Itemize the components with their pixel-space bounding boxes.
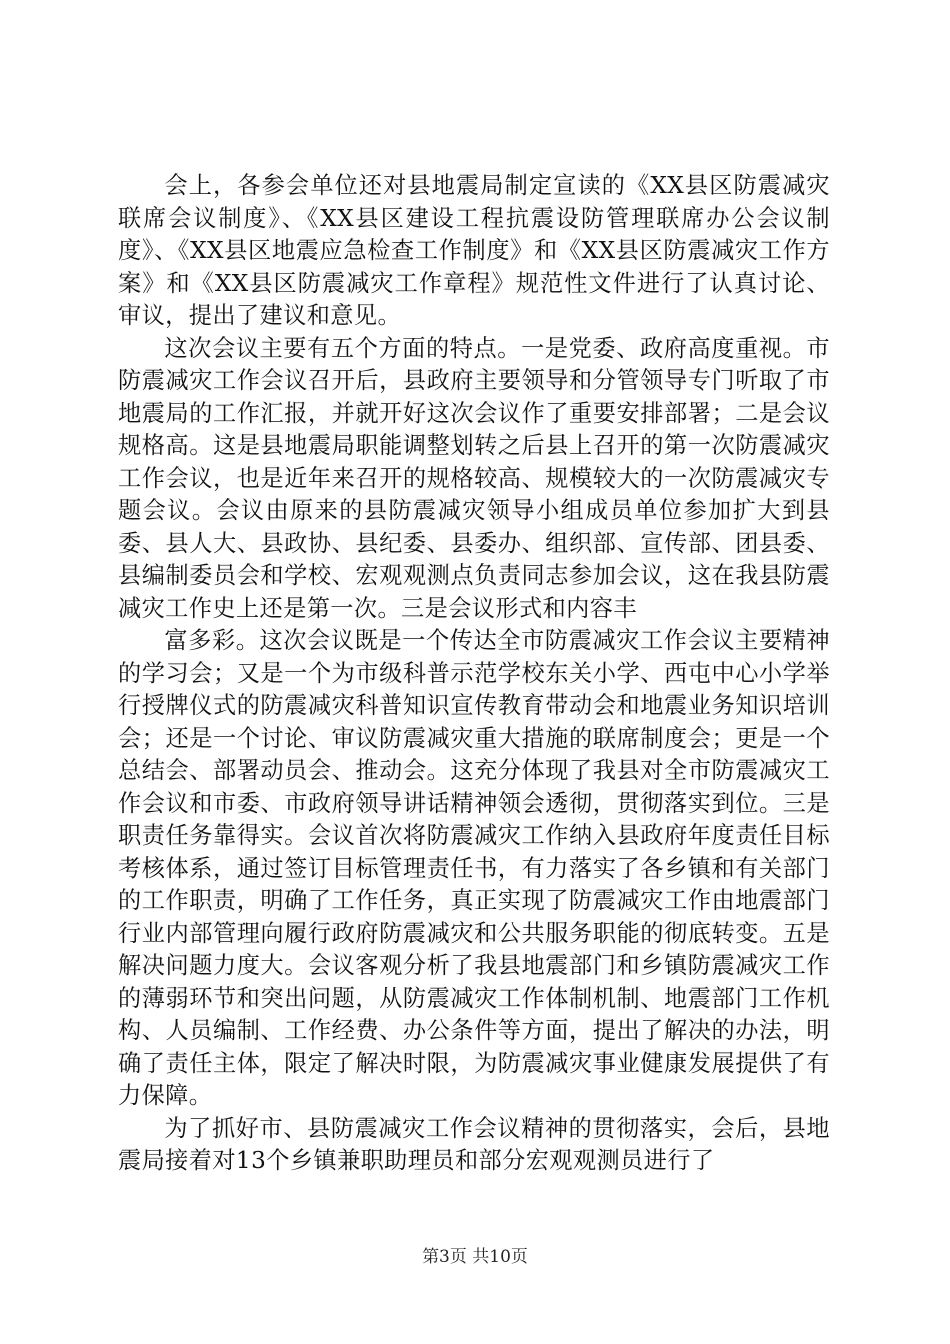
paragraph-1: 会上，各参会单位还对县地震局制定宣读的《XX县区防震减灾联席会议制度》、《XX县区建设工程抗震设防管理联席办公会议制度》、《XX县区地震应急检查工作制度》和《XX县区防震减灾工作方案》和《XX县区防震减灾工作章程》规范性文件进行了认真讨论、审议，提出了建议和意见。 [118,172,830,329]
paragraph-2: 这次会议主要有五个方面的特点。一是党委、政府高度重视。市防震减灾工作会议召开后，县政府主要领导和分管领导专门听取了市地震局的工作汇报，并就开好这次会议作了重要安排部署；二是会议规格高。这是县地震局职能调整划转之后县上召开的第一次防震减灾工作会议，也是近年来召开的规格较高、规模较大的一次防震减灾专题会议。会议由原来的县防震减灾领导小组成员单位参加扩大到县委、县人大、县政协、县纪委、县委办、组织部、宣传部、团县委、县编制委员会和学校、宏观观测点负责同志参加会议，这在我县防震减灾工作史上还是第一次。三是会议形式和内容丰 [118,334,830,622]
paragraph-3: 富多彩。这次会议既是一个传达全市防震减灾工作会议主要精神的学习会；又是一个为市级科普示范学校东关小学、西屯中心小学举行授牌仪式的防震减灾科普知识宣传教育带动会和地震业务知识培训会；还是一个讨论、审议防震减灾重大措施的联席制度会；更是一个总结会、部署动员会、推动会。这充分体现了我县对全市防震减灾工作会议和市委、市政府领导讲话精神领会透彻，贯彻落实到位。三是职责任务靠得实。会议首次将防震减灾工作纳入县政府年度责任目标考核体系，通过签订目标管理责任书，有力落实了各乡镇和有关部门的工作职责，明确了工作任务，真正实现了防震减灾工作由地震部门行业内部管理向履行政府防震减灾和公共服务职能的彻底转变。五是解决问题力度大。会议客观分析了我县地震部门和乡镇防震减灾工作的薄弱环节和突出问题，从防震减灾工作体制机制、地震部门工作机构、人员编制、工作经费、办公条件等方面，提出了解决的办法，明确了责任主体，限定了解决时限，为防震减灾事业健康发展提供了有力保障。 [118,627,830,1109]
page-footer: 第3页 共10页 [422,1247,528,1267]
paragraph-4: 为了抓好市、县防震减灾工作会议精神的贯彻落实，会后，县地震局接着对13个乡镇兼职助理员和部分宏观观测员进行了 [118,1114,830,1174]
document-body [118,170,830,1178]
